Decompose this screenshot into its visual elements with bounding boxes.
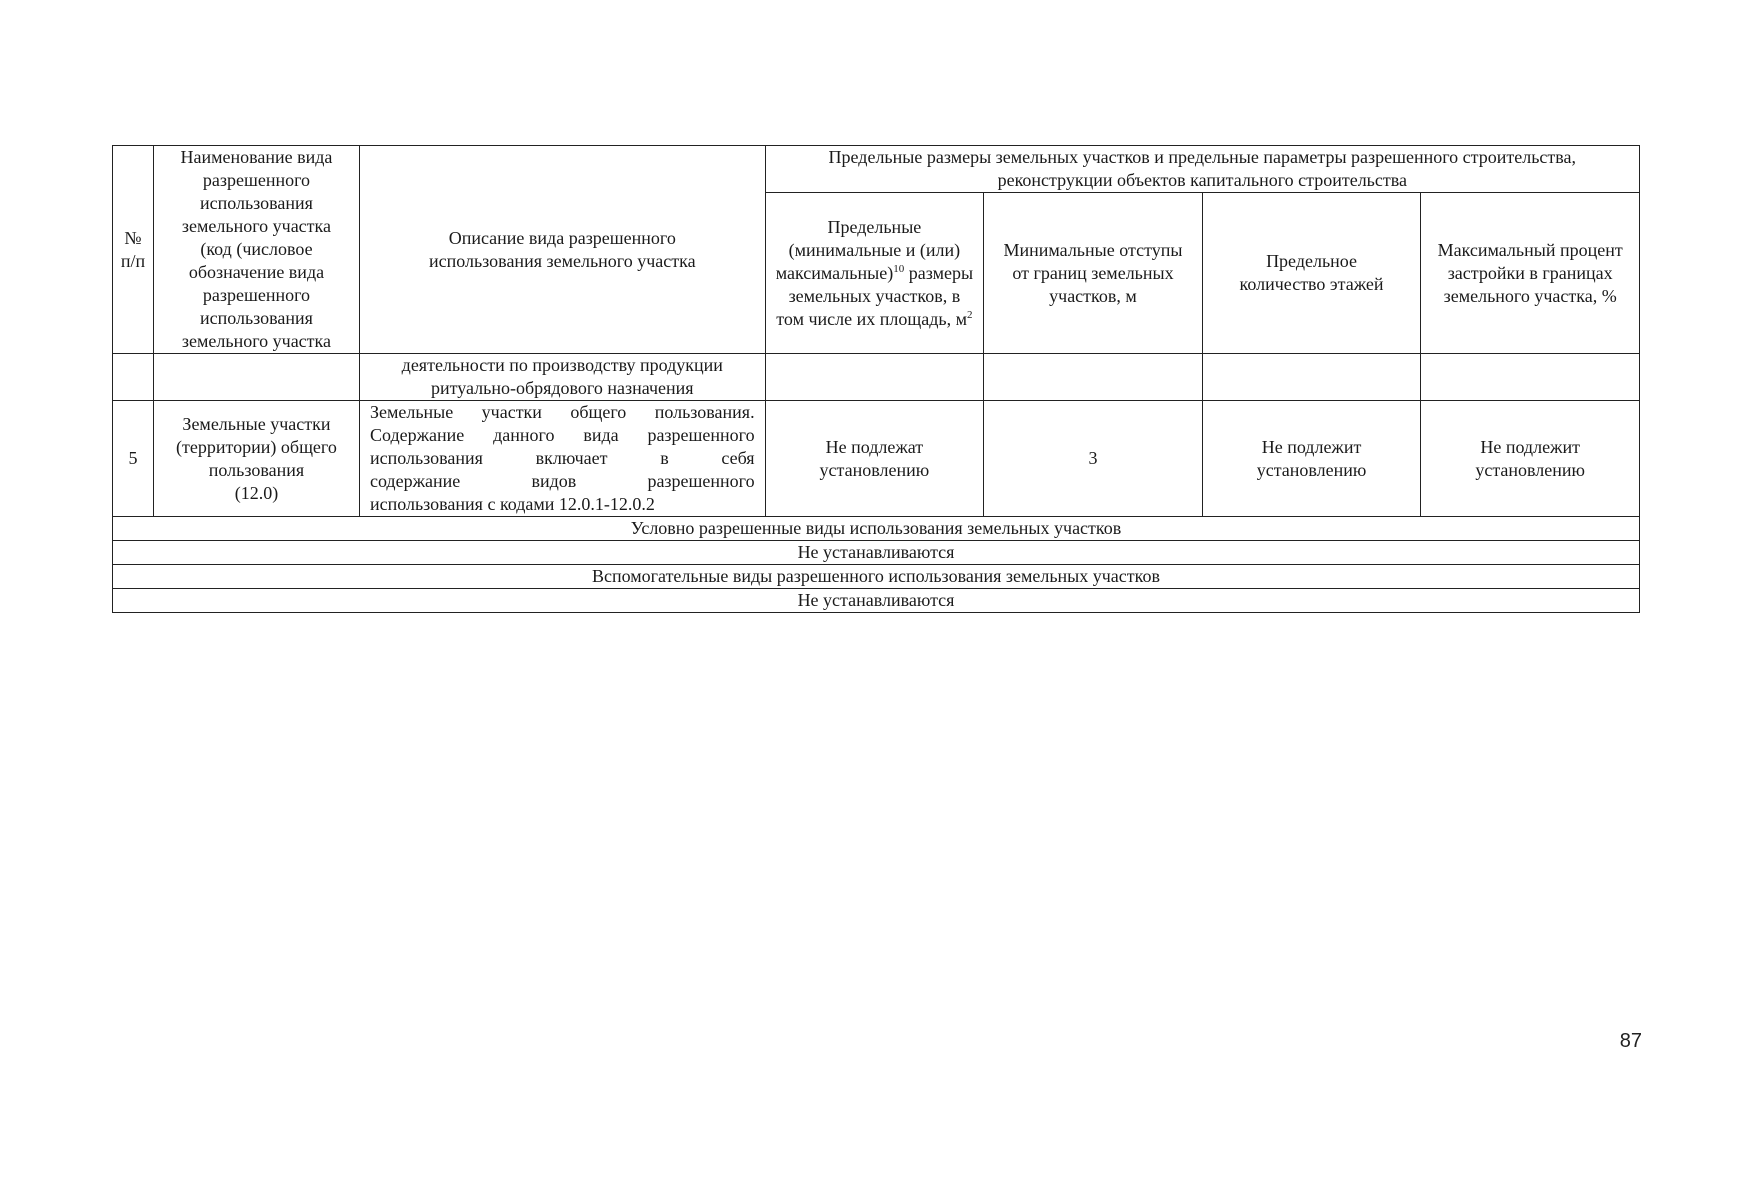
row5-limit-sizes: Не подлежат установлению	[765, 401, 984, 517]
table-row	[113, 401, 1640, 517]
row5-max-floors: Не подлежит установлению	[1202, 401, 1421, 517]
header-limits-group: Предельные размеры земельных участков и предельные параметры разрешенного строительства, реконструкции объектов капитального строительства	[765, 146, 1639, 193]
cont-num-cell	[113, 354, 154, 401]
header-max-coverage: Максимальный процент застройки в границах земельного участка, %	[1421, 193, 1640, 354]
row5-name-cell	[153, 401, 359, 517]
row5-num: 5	[113, 401, 154, 517]
page-number: 87	[1619, 1030, 1642, 1052]
cont-max-coverage-cell	[1421, 354, 1640, 401]
conditional-uses-title: Условно разрешенные виды использования земельных участков	[113, 517, 1640, 541]
cont-description: деятельности по производству продукции ритуально-обрядового назначения	[359, 354, 765, 401]
auxiliary-uses-value: Не устанавливаются	[113, 589, 1640, 613]
conditional-uses-value: Не устанавливаются	[113, 541, 1640, 565]
row5-name: Земельные участки (территории) общего пользования	[176, 413, 337, 480]
row5-description	[359, 401, 765, 517]
land-use-table	[112, 145, 1640, 613]
row5-description-line: содержание видов разрешенного	[369, 471, 755, 491]
section-row	[113, 541, 1640, 565]
row5-description-line: Содержание данного вида разрешенного	[369, 425, 755, 445]
header-name: Наименование вида разрешенного использования земельного участка (код (числовое обозначение вида разрешенного использования земельного участка	[153, 146, 359, 354]
header-row-top	[113, 146, 1640, 193]
table-row	[113, 354, 1640, 401]
section-row	[113, 517, 1640, 541]
header-max-floors: Предельное количество этажей	[1202, 193, 1421, 354]
header-limit-sizes	[765, 193, 984, 354]
cont-max-floors-cell	[1202, 354, 1421, 401]
row5-description-line: использования с кодами 12.0.1-12.0.2	[369, 494, 655, 514]
row5-description-line: использования включает в себя	[369, 448, 755, 468]
section-row	[113, 589, 1640, 613]
unit-superscript: 2	[966, 308, 973, 321]
section-row	[113, 565, 1640, 589]
header-num: № п/п	[113, 146, 154, 354]
row5-code: (12.0)	[234, 482, 279, 503]
cont-limit-sizes-cell	[765, 354, 984, 401]
row5-description-line: Земельные участки общего пользования.	[369, 402, 755, 422]
row5-max-coverage: Не подлежит установлению	[1421, 401, 1640, 517]
cont-name-cell	[153, 354, 359, 401]
header-limit-sizes-post: размеры земельных участков, в том числе их площадь, м	[776, 262, 974, 329]
header-limit-sizes-pre: Предельные (минимальные и (или) максимальные)	[775, 216, 961, 283]
auxiliary-uses-title: Вспомогательные виды разрешенного использования земельных участков	[113, 565, 1640, 589]
header-description: Описание вида разрешенного использования земельного участка	[359, 146, 765, 354]
footnote-marker: 10	[893, 262, 905, 275]
header-min-setbacks: Минимальные отступы от границ земельных участков, м	[984, 193, 1203, 354]
row5-min-setbacks: 3	[984, 401, 1203, 517]
cont-min-setbacks-cell	[984, 354, 1203, 401]
